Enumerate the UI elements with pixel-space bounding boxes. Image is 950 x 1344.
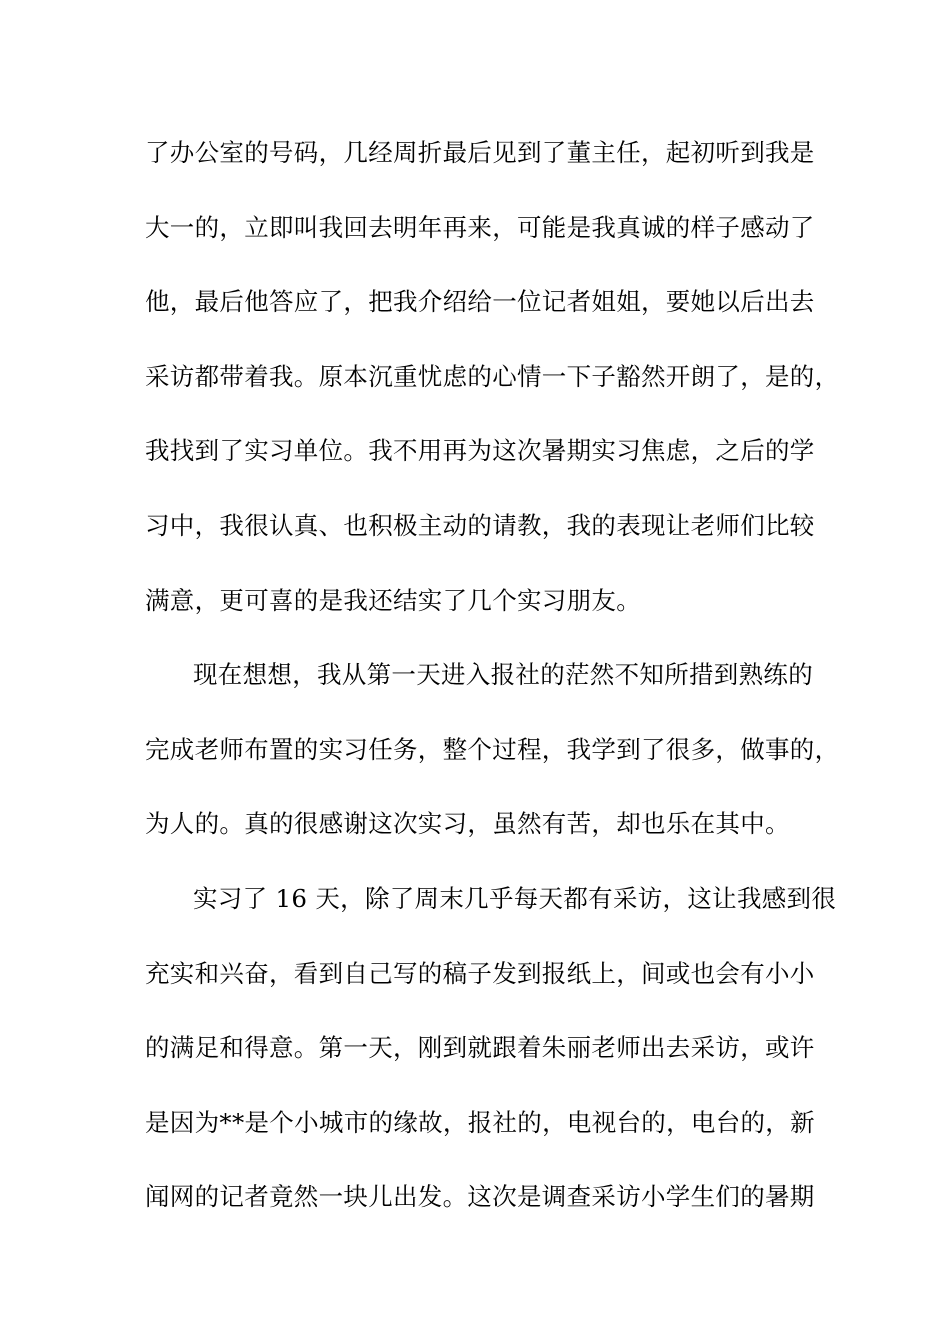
text-line: 习中，我很认真、也积极主动的请教，我的表现让老师们比较	[145, 510, 815, 540]
text-line: 采访都带着我。原本沉重忧虑的心情一下子豁然开朗了，是的，	[145, 361, 840, 391]
text-line: 充实和兴奋，看到自己写的稿子发到报纸上，间或也会有小小	[145, 958, 815, 988]
text-line: 闻网的记者竟然一块儿出发。这次是调查采访小学生们的暑期	[145, 1182, 815, 1212]
body-text	[145, 128, 840, 1247]
text-line: 为人的。真的很感谢这次实习，虽然有苦，却也乐在其中。	[145, 809, 790, 839]
text-line: 是因为**是个小城市的缘故，报社的，电视台的，电台的，新	[145, 1107, 815, 1137]
text-line: 了办公室的号码，几经周折最后见到了董主任，起初听到我是	[145, 138, 815, 167]
paragraph-first-line: 现在想想，我从第一天进入报社的茫然不知所措到熟练的	[193, 660, 813, 690]
text-line: 满意，更可喜的是我还结实了几个实习朋友。	[145, 585, 641, 615]
text-line: 大一的，立即叫我回去明年再来，可能是我真诚的样子感动了	[145, 212, 815, 242]
text-line: 的满足和得意。第一天，刚到就跟着朱丽老师出去采访，或许	[145, 1033, 815, 1063]
text-line: 完成老师布置的实习任务，整个过程，我学到了很多，做事的，	[145, 734, 840, 764]
text-line: 我找到了实习单位。我不用再为这次暑期实习焦虑，之后的学	[145, 436, 815, 466]
paragraph-first-line: 实习了 16 天，除了周末几乎每天都有采访，这让我感到很	[193, 883, 837, 913]
text-line: 他，最后他答应了，把我介绍给一位记者姐姐，要她以后出去	[145, 287, 815, 317]
